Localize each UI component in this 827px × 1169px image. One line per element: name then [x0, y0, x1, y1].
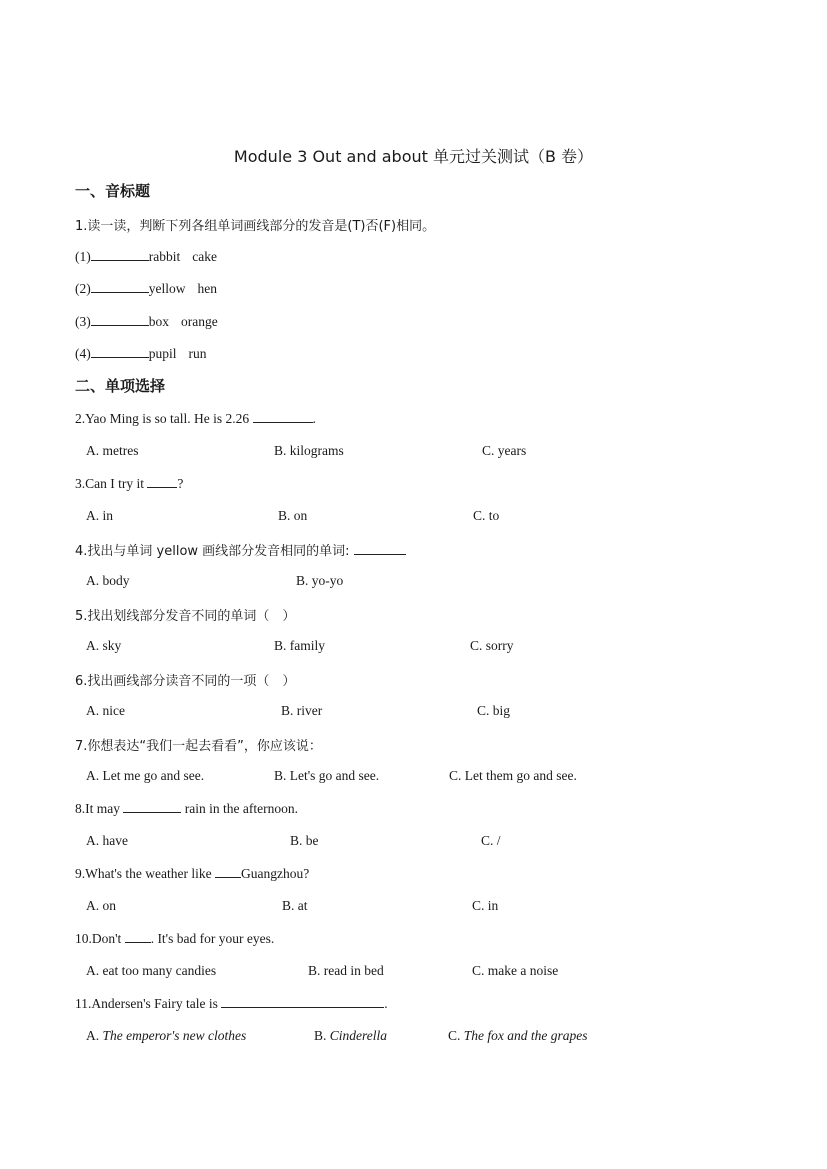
q5-option-b[interactable]: B. family [274, 638, 325, 653]
q2-option-c[interactable]: C. years [482, 443, 527, 458]
q1-item-2: (2) yellow hen [75, 281, 217, 296]
q10-option-c[interactable]: C. make a noise [472, 963, 559, 978]
answer-blank[interactable] [123, 800, 181, 813]
q11-option-b[interactable]: B. Cinderella [314, 1028, 388, 1043]
q1-item-3: (3) box orange [75, 314, 218, 329]
q1-item-1: (1) rabbit cake [75, 249, 217, 264]
q11-option-c[interactable]: C. The fox and the grapes [448, 1028, 588, 1043]
q8-option-c[interactable]: C. / [481, 833, 501, 848]
q4-option-a[interactable]: A. body [86, 573, 130, 588]
answer-blank[interactable] [147, 475, 177, 488]
question-1-stem: 1.读一读，判断下列各组单词画线部分的发音是(T)否(F)相同。 [75, 219, 436, 234]
q10-option-b[interactable]: B. read in bed [308, 963, 384, 978]
question-6-stem: 6.找出画线部分读音不同的一项（ ） [75, 674, 296, 689]
section-heading-phonetics: 一、音标题 [75, 182, 151, 200]
question-11-stem: 11.Andersen's Fairy tale is . [75, 996, 388, 1011]
q3-option-b[interactable]: B. on [278, 508, 308, 523]
answer-blank[interactable] [215, 865, 241, 878]
answer-blank[interactable] [253, 410, 313, 423]
question-5-stem: 5.找出划线部分发音不同的单词（ ） [75, 609, 296, 624]
q7-option-b[interactable]: B. Let's go and see. [274, 768, 380, 783]
question-3-stem: 3.Can I try it ? [75, 476, 184, 491]
page-title: Module 3 Out and about 单元过关测试（B 卷） [233, 147, 594, 166]
question-10-stem: 10.Don't . It's bad for your eyes. [75, 931, 275, 946]
q10-option-a[interactable]: A. eat too many candies [86, 963, 217, 978]
answer-blank[interactable] [91, 313, 149, 326]
q6-option-b[interactable]: B. river [281, 703, 323, 718]
answer-blank[interactable] [91, 248, 149, 261]
answer-blank[interactable] [91, 280, 149, 293]
answer-blank[interactable] [354, 542, 406, 555]
q7-option-a[interactable]: A. Let me go and see. [86, 768, 205, 783]
answer-blank[interactable] [91, 345, 149, 358]
question-8-stem: 8.It may rain in the afternoon. [75, 801, 298, 816]
question-4-stem: 4.找出与单词 yellow 画线部分发音相同的单词: [75, 540, 406, 559]
q8-option-a[interactable]: A. have [86, 833, 128, 848]
answer-blank[interactable] [125, 930, 151, 943]
q11-option-a[interactable]: A. The emperor's new clothes [86, 1028, 247, 1043]
q2-option-b[interactable]: B. kilograms [274, 443, 344, 458]
q6-option-a[interactable]: A. nice [86, 703, 125, 718]
answer-blank[interactable] [221, 995, 384, 1008]
q6-option-c[interactable]: C. big [477, 703, 511, 718]
q8-option-b[interactable]: B. be [290, 833, 319, 848]
q5-option-a[interactable]: A. sky [86, 638, 122, 653]
q5-option-c[interactable]: C. sorry [470, 638, 514, 653]
q7-option-c[interactable]: C. Let them go and see. [449, 768, 577, 783]
q9-option-b[interactable]: B. at [282, 898, 308, 913]
question-9-stem: 9.What's the weather like Guangzhou? [75, 866, 310, 881]
section-heading-multiple-choice: 二、单项选择 [75, 377, 166, 395]
q1-item-4: (4) pupil run [75, 346, 207, 361]
q3-option-a[interactable]: A. in [86, 508, 113, 523]
q4-option-b[interactable]: B. yo-yo [296, 573, 344, 588]
q3-option-c[interactable]: C. to [473, 508, 500, 523]
question-7-stem: 7.你想表达“我们一起去看看”，你应该说： [75, 739, 322, 754]
q2-option-a[interactable]: A. metres [86, 443, 139, 458]
q9-option-a[interactable]: A. on [86, 898, 116, 913]
question-2-stem: 2.Yao Ming is so tall. He is 2.26 . [75, 411, 316, 426]
q9-option-c[interactable]: C. in [472, 898, 499, 913]
